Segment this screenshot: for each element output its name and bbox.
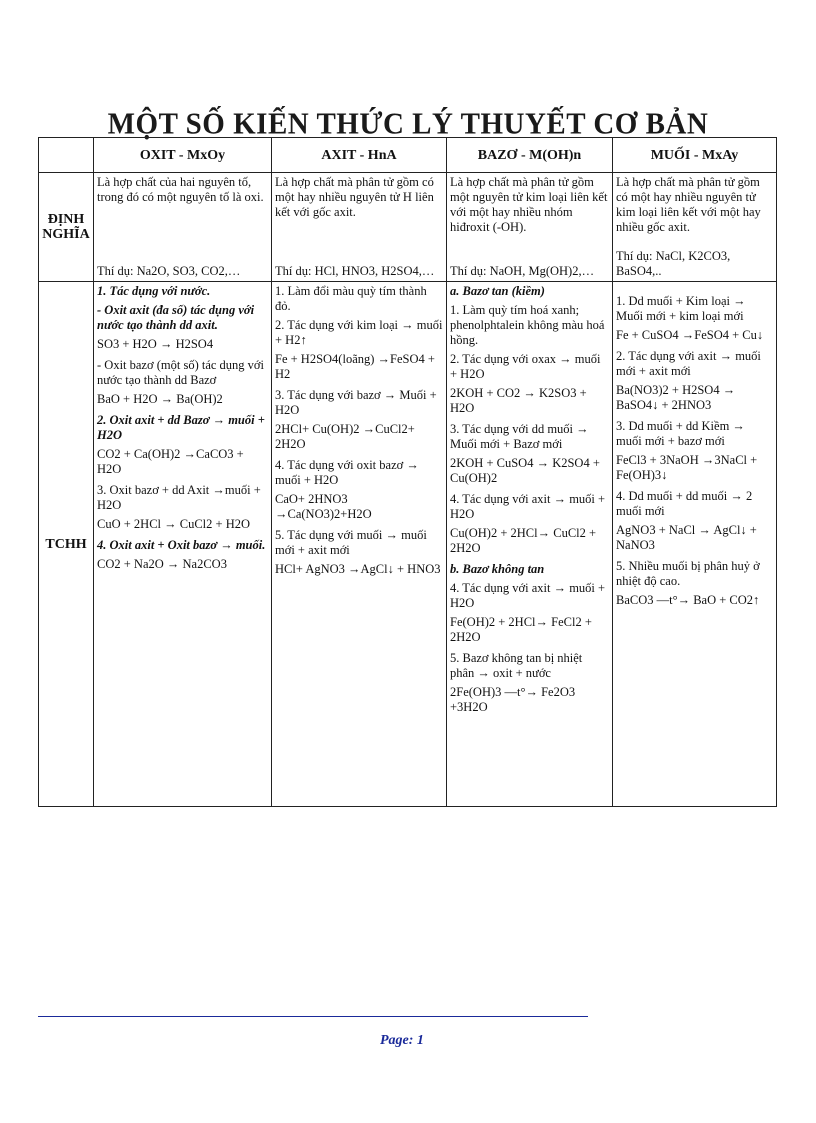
properties-oxit	[94, 282, 272, 807]
reaction-equation: 2Fe(OH)3 —t°→ Fe2O3 +3H2O	[450, 685, 576, 714]
definition-text: Là hợp chất của hai nguyên tố, trong đó có một nguyên tố là oxi.	[97, 175, 264, 204]
reaction-equation: 2HCl+ Cu(OH)2 →CuCl2+ 2H2O	[275, 422, 415, 451]
property-statement: 4. Dd muối + dd muối → 2 muối mới	[616, 489, 753, 518]
reaction-equation: CuO + 2HCl → CuCl2 + H2O	[97, 517, 251, 531]
definition-text: Là hợp chất mà phân tử gồm một nguyên tử kim loại liên kết với một hay nhiều nhóm hiđroxit (-OH).	[450, 175, 608, 234]
reaction-equation: FeCl3 + 3NaOH →3NaCl + Fe(OH)3↓	[616, 453, 758, 482]
reaction-equation: CaO+ 2HNO3 →Ca(NO3)2+H2O	[275, 492, 372, 521]
definition-bazo	[447, 173, 613, 282]
definition-example: Thí dụ: HCl, HNO3, H2SO4,…	[275, 264, 435, 278]
definition-example: Thí dụ: NaOH, Mg(OH)2,…	[450, 264, 595, 278]
reaction-equation: Ba(NO3)2 + H2SO4 → BaSO4↓ + 2HNO3	[616, 383, 736, 412]
property-statement: 1. Tác dụng với nước.	[97, 284, 211, 298]
property-statement: 2. Tác dụng với axit → muối mới + axit mới	[616, 349, 761, 378]
property-statement: 2. Tác dụng với oxax → muối + H2O	[450, 352, 601, 381]
property-statement: 3. Tác dụng với bazơ → Muối + H2O	[275, 388, 437, 417]
definition-axit	[272, 173, 447, 282]
reaction-equation: Cu(OH)2 + 2HCl→ CuCl2 + 2H2O	[450, 526, 597, 555]
reaction-equation: Fe(OH)2 + 2HCl→ FeCl2 + 2H2O	[450, 615, 592, 644]
reaction-equation: Fe + CuSO4 →FeSO4 + Cu↓	[616, 328, 764, 342]
reaction-equation: Fe + H2SO4(loãng) →FeSO4 + H2	[275, 352, 435, 381]
properties-axit	[272, 282, 447, 807]
reaction-equation: BaCO3 —t°→ BaO + CO2↑	[616, 593, 760, 607]
reaction-equation: HCl+ AgNO3 →AgCl↓ + HNO3	[275, 562, 441, 576]
property-statement: 2. Tác dụng với kim loại → muối + H2↑	[275, 318, 443, 347]
property-statement: 1. Làm đổi màu quỳ tím thành đỏ.	[275, 284, 427, 313]
property-statement: - Oxit axit (đa số) tác dụng với nước tạo thành dd axit.	[97, 303, 255, 332]
definition-example: Thí dụ: Na2O, SO3, CO2,…	[97, 264, 241, 278]
property-statement: 4. Tác dụng với axit → muối + H2O	[450, 492, 606, 521]
reaction-equation: 2KOH + CO2 → K2SO3 + H2O	[450, 386, 587, 415]
definition-oxit	[94, 173, 272, 282]
definition-label: ĐỊNH NGHĨA	[39, 173, 94, 282]
property-statement: 3. Tác dụng với dd muối → Muối mới + Bazơ mới	[450, 422, 589, 451]
definition-text: Là hợp chất mà phân tử gồm có một hay nhiều nguyên tử kim loại liên kết với một hay nhiều gốc axit.	[616, 175, 761, 234]
knowledge-table	[38, 137, 777, 807]
reaction-equation: CO2 + Na2O → Na2CO3	[97, 557, 227, 571]
properties-muoi	[613, 282, 777, 807]
header-muoi: MUỐI - MxAy	[613, 138, 777, 173]
header-row	[39, 138, 777, 173]
page-number: Page: 1	[380, 1033, 424, 1048]
property-statement: 4. Tác dụng với axit → muối + H2O	[450, 581, 606, 610]
property-statement: 4. Tác dụng với oxit bazơ → muối + H2O	[275, 458, 419, 487]
property-statement: 1. Dd muối + Kim loại → Muối mới + kim loại mới	[616, 294, 746, 323]
property-statement: 5. Bazơ không tan bị nhiệt phân → oxit + nước	[450, 651, 583, 680]
definition-example: Thí dụ: NaCl, K2CO3, BaSO4,..	[616, 249, 731, 278]
reaction-equation: CO2 + Ca(OH)2 →CaCO3 + H2O	[97, 447, 244, 476]
header-bazo: BAZƠ - M(OH)n	[447, 138, 613, 173]
property-statement: 5. Tác dụng với muối → muối mới + axit mới	[275, 528, 427, 557]
property-statement: b. Bazơ không tan	[450, 562, 545, 576]
property-statement: 1. Làm quỳ tím hoá xanh; phenolphtalein không màu hoá hồng.	[450, 303, 605, 347]
header-oxit: OXIT - MxOy	[94, 138, 272, 173]
property-statement: 2. Oxit axit + dd Bazơ → muối + H2O	[97, 413, 265, 442]
definition-muoi	[613, 173, 777, 282]
property-statement: a. Bazơ tan (kiềm)	[450, 284, 545, 298]
properties-bazo	[447, 282, 613, 807]
header-empty	[39, 138, 94, 173]
footer-divider	[38, 1016, 588, 1017]
properties-row	[39, 282, 777, 807]
property-statement: - Oxit bazơ (một số) tác dụng với nước tạo thành dd Bazơ	[97, 358, 265, 387]
property-statement: 3. Dd muối + dd Kiềm → muối mới + bazơ mới	[616, 419, 745, 448]
header-axit: AXIT - HnA	[272, 138, 447, 173]
reaction-equation: SO3 + H2O → H2SO4	[97, 337, 214, 351]
property-statement: 4. Oxit axit + Oxit bazơ → muối.	[97, 538, 266, 552]
definition-row	[39, 173, 777, 282]
properties-label: TCHH	[39, 282, 94, 807]
property-statement: 3. Oxit bazơ + dd Axit →muối + H2O	[97, 483, 261, 512]
reaction-equation: AgNO3 + NaCl → AgCl↓ + NaNO3	[616, 523, 757, 552]
property-statement: 5. Nhiều muối bị phân huỷ ở nhiệt độ cao.	[616, 559, 760, 588]
page-title: MỘT SỐ KIẾN THỨC LÝ THUYẾT CƠ BẢN	[107, 107, 709, 141]
reaction-equation: 2KOH + CuSO4 → K2SO4 + Cu(OH)2	[450, 456, 600, 485]
definition-text: Là hợp chất mà phân tử gồm có một hay nhiều nguyên tử H liên kết với gốc axit.	[275, 175, 434, 219]
reaction-equation: BaO + H2O → Ba(OH)2	[97, 392, 223, 406]
